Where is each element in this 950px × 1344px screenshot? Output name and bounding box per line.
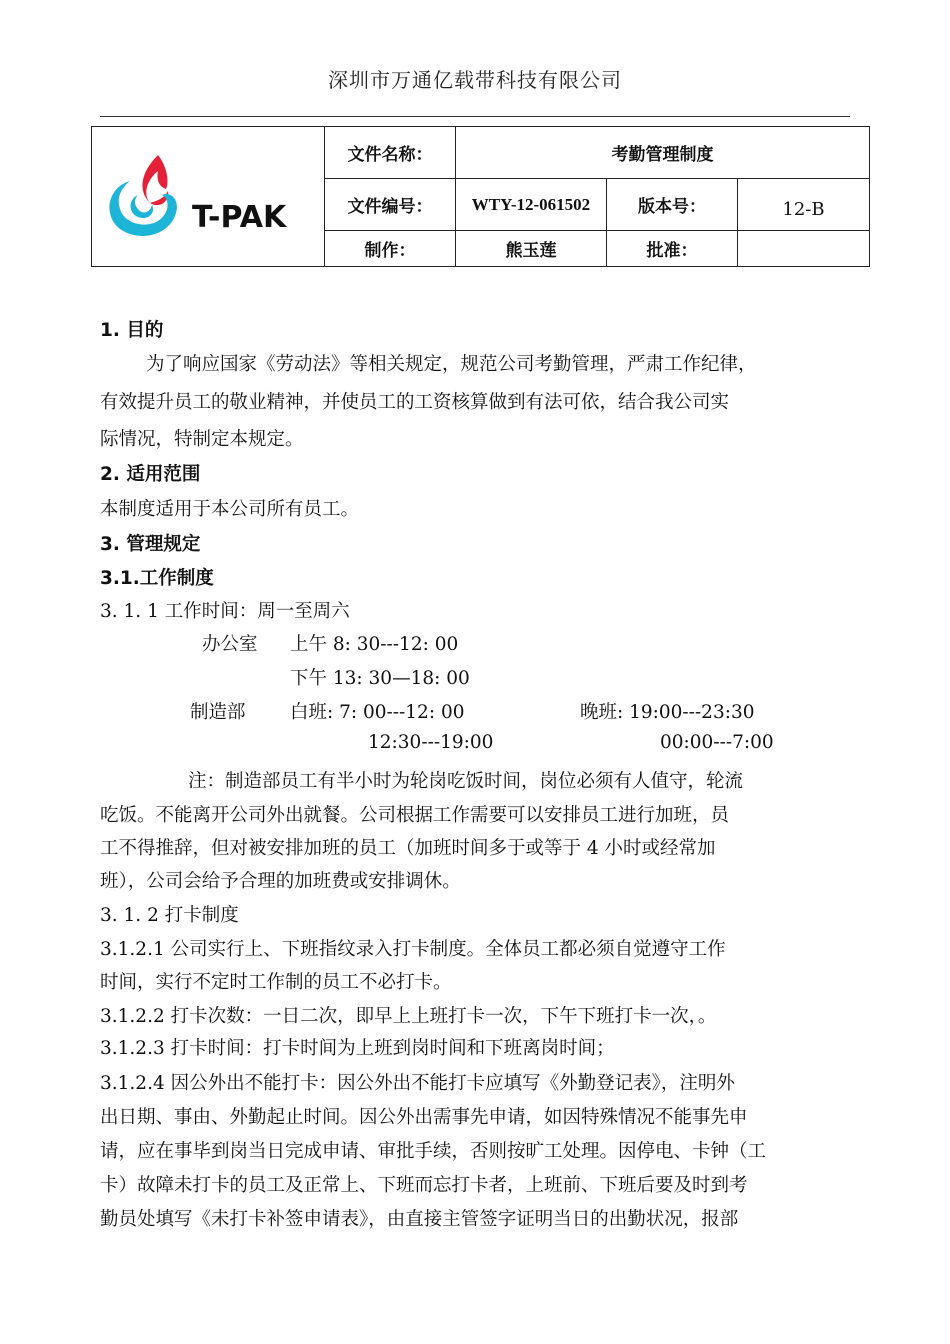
version: 12-B [738, 179, 870, 231]
paragraph-line: 请，应在事毕到岗当日完成申请、审批手续，否则按旷工处理。因停电、卡钟（工 [100, 1141, 767, 1162]
paragraph-line: 3.1.2.4 因公外出不能打卡：因公外出不能打卡应填写《外勤登记表》，注明外 [100, 1073, 735, 1094]
mfg-day-shift-1: 白班: 7: 00---12: 00 [290, 702, 465, 723]
approver [738, 231, 870, 267]
section-2-title: 2. 适用范围 [100, 464, 201, 485]
approver-label: 批准： [607, 231, 738, 267]
paragraph-line: 3.1.2.3 打卡时间：打卡时间为上班到岗时间和下班离岗时间； [100, 1038, 615, 1059]
paragraph-line: 际情况，特制定本规定。 [100, 429, 304, 450]
section-3-1-2: 3. 1. 2 打卡制度 [100, 905, 239, 926]
section-3-title: 3. 管理规定 [100, 534, 201, 555]
paragraph-line: 为了响应国家《劳动法》等相关规定，规范公司考勤管理，严肃工作纪律， [146, 354, 757, 375]
maker: 熊玉莲 [456, 231, 607, 267]
file-name: 考勤管理制度 [456, 127, 870, 179]
tpak-logo [100, 151, 316, 243]
section-3-1-1: 3. 1. 1 工作时间：周一至周六 [100, 601, 350, 622]
maker-label: 制作： [325, 231, 456, 267]
note-line: 班），公司会给予合理的加班费或安排调休。 [100, 871, 461, 892]
paragraph-line: 3.1.2.2 打卡次数：一日二次，即早上上班打卡一次，下午下班打卡一次，。 [100, 1006, 717, 1027]
mfg-night-shift-1: 晚班: 19:00---23:30 [580, 702, 755, 723]
note-line: 吃饭。不能离开公司外出就餐。公司根据工作需要可以安排员工进行加班，员 [100, 805, 730, 826]
file-name-label: 文件名称： [325, 127, 456, 179]
paragraph-line: 3.1.2.1 公司实行上、下班指纹录入打卡制度。全体员工都必须自觉遵守工作 [100, 939, 726, 960]
mfg-label: 制造部 [190, 702, 246, 723]
paragraph-line: 时间，实行不定时工作制的员工不必打卡。 [100, 972, 452, 993]
version-label: 版本号： [607, 179, 738, 231]
section-3-1-title: 3.1.工作制度 [100, 568, 214, 589]
header-rule [100, 116, 850, 117]
paragraph-line: 卡）故障未打卡的员工及正常上、下班而忘打卡者，上班前、下班后要及时到考 [100, 1175, 748, 1196]
paragraph-line: 出日期、事由、外勤起止时间。因公外出需事先申请，如因特殊情况不能事先申 [100, 1107, 748, 1128]
file-no: WTY-12-061502 [456, 179, 607, 231]
logo-cell [92, 127, 325, 267]
office-am: 上午 8: 30---12: 00 [290, 634, 459, 655]
mfg-night-shift-2: 00:00---7:00 [660, 732, 774, 753]
paragraph-line: 勤员处填写《未打卡补签申请表》，由直接主管签字证明当日的出勤状况，报部 [100, 1209, 739, 1230]
section-1-title: 1. 目的 [100, 320, 164, 341]
file-no-label: 文件编号： [325, 179, 456, 231]
logo-text: T-PAK [192, 199, 287, 235]
company-name: 深圳市万通亿载带科技有限公司 [328, 68, 622, 92]
paragraph-line: 本制度适用于本公司所有员工。 [100, 499, 360, 520]
office-pm: 下午 13: 30—18: 00 [290, 668, 470, 689]
note-line: 注：制造部员工有半小时为轮岗吃饭时间，岗位必须有人值守，轮流 [188, 771, 744, 792]
document-header-table [91, 126, 870, 267]
office-label: 办公室 [202, 634, 258, 655]
note-line: 工不得推辞，但对被安排加班的员工（加班时间多于或等于 4 小时或经常加 [100, 838, 716, 859]
mfg-day-shift-2: 12:30---19:00 [368, 732, 494, 753]
paragraph-line: 有效提升员工的敬业精神，并使员工的工资核算做到有法可依，结合我公司实 [100, 392, 730, 413]
